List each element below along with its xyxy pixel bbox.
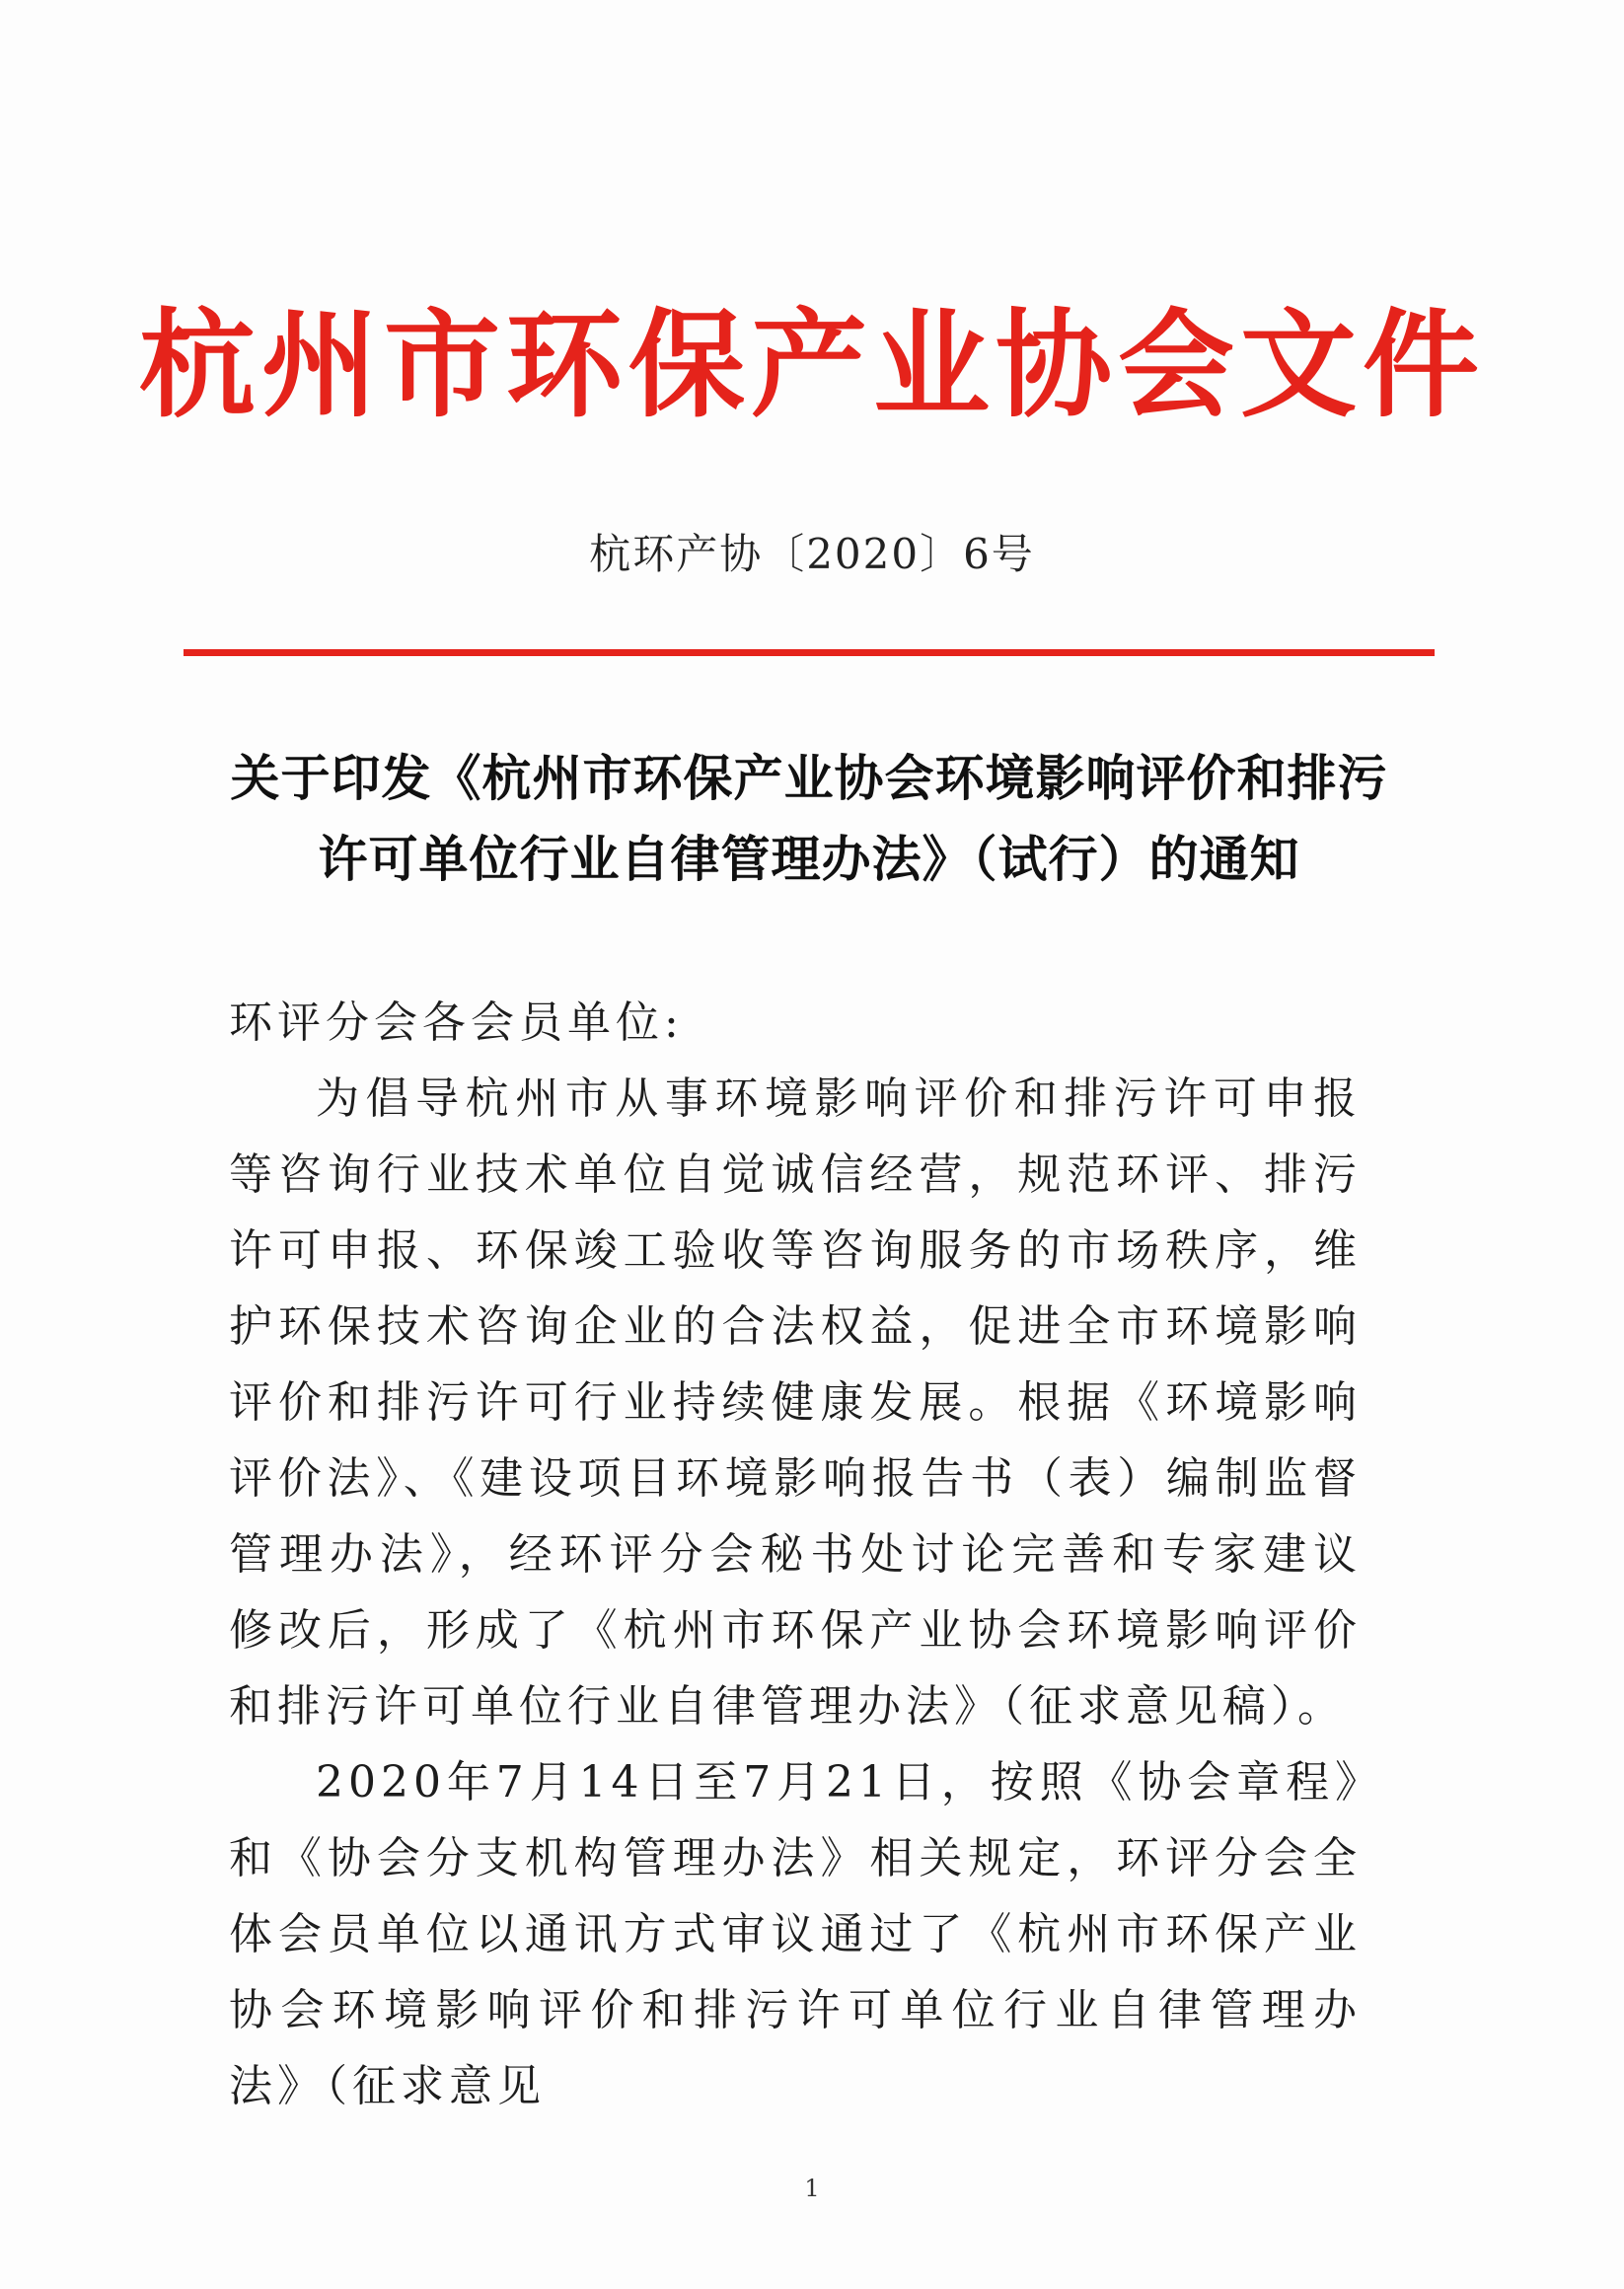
document-number: 杭环产协〔2020〕6号 (589, 530, 1035, 578)
body-paragraph-2: 2020年7月14日至7月21日，按照《协会章程》和《协会分支机构管理办法》相关规定，环评分会全体会员单位以通讯方式审议通过了《杭州市环保产业协会环境影响评价和排污许可单位行业自律管理办法》（征求意见 (229, 1757, 1362, 2111)
page-number: 1 (804, 2175, 820, 2202)
notice-title-line-2: 许可单位行业自律管理办法》（试行）的通知 (318, 830, 1300, 888)
notice-body (229, 985, 1362, 2124)
notice-title-line-1: 关于印发《杭州市环保产业协会环境影响评价和排污 (230, 749, 1388, 807)
notice-title (184, 738, 1435, 900)
red-divider-line (184, 649, 1435, 656)
salutation: 环评分会各会员单位: (229, 997, 684, 1048)
body-paragraph-1: 为倡导杭州市从事环境影响评价和排污许可申报等咨询行业技术单位自觉诚信经营，规范环评、排污许可申报、环保竣工验收等咨询服务的市场秩序，维护环保技术咨询企业的合法权益，促进全市环境影响评价和排污许可行业持续健康发展。根据《环境影响评价法》、《建设项目环境影响报告书（表）编制监督管理办法》，经环评分会秘书处讨论完善和专家建议修改后，形成了《杭州市环保产业协会环境影响评价和排污许可单位行业自律管理办法》（征求意见稿）。 (229, 1073, 1362, 1732)
issuer-header-title: 杭州市环保产业协会文件 (138, 296, 1485, 433)
